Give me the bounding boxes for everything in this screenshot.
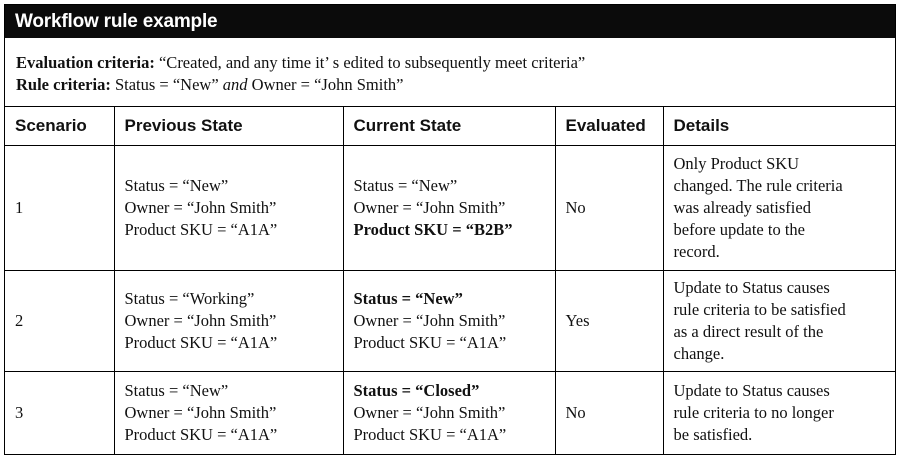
- evaluated-cell: Yes: [555, 270, 663, 371]
- details-line: rule criteria to be satisfied: [673, 299, 846, 319]
- header-current-state: Current State: [343, 107, 555, 145]
- header-details: Details: [663, 107, 895, 145]
- panel-title: Workflow rule example: [5, 5, 895, 38]
- current-state-cell: [343, 371, 555, 454]
- previous-sku: Product SKU = “A1A”: [124, 332, 278, 352]
- details-line: Update to Status causes: [673, 277, 830, 297]
- evaluated-cell: No: [555, 371, 663, 454]
- header-evaluated: Evaluated: [555, 107, 663, 145]
- table-row: [5, 270, 895, 371]
- details-line: record.: [673, 241, 720, 261]
- rule-criteria-line: [16, 74, 895, 96]
- scenario-cell: 2: [5, 270, 114, 371]
- criteria-section: [5, 38, 895, 107]
- previous-sku: Product SKU = “A1A”: [124, 424, 278, 444]
- details-cell: [663, 270, 895, 371]
- evaluation-criteria-line: [16, 52, 895, 74]
- details-line: as a direct result of the: [673, 321, 824, 341]
- scenario-cell: 3: [5, 371, 114, 454]
- previous-owner: Owner = “John Smith”: [124, 310, 277, 330]
- header-scenario: Scenario: [5, 107, 114, 145]
- scenario-table: [5, 107, 895, 454]
- details-line: was already satisfied: [673, 197, 811, 217]
- rule-criteria-status: Status = “New”: [114, 75, 219, 94]
- rule-criteria-label: Rule criteria:: [16, 75, 111, 94]
- evaluation-criteria-text: “Created, and any time it’ s edited to subsequently meet criteria”: [158, 53, 586, 72]
- current-status: Status = “Closed”: [353, 380, 480, 400]
- table-row: [5, 371, 895, 454]
- current-owner: Owner = “John Smith”: [353, 197, 506, 217]
- previous-state-cell: [114, 145, 343, 270]
- details-cell: [663, 145, 895, 270]
- current-sku: Product SKU = “B2B”: [353, 219, 513, 239]
- current-state-cell: [343, 145, 555, 270]
- current-owner: Owner = “John Smith”: [353, 402, 506, 422]
- previous-status: Status = “New”: [124, 175, 229, 195]
- previous-owner: Owner = “John Smith”: [124, 402, 277, 422]
- details-line: be satisfied.: [673, 424, 753, 444]
- scenario-cell: 1: [5, 145, 114, 270]
- rule-criteria-owner: Owner = “John Smith”: [251, 75, 404, 94]
- previous-status: Status = “New”: [124, 380, 229, 400]
- header-previous-state: Previous State: [114, 107, 343, 145]
- previous-owner: Owner = “John Smith”: [124, 197, 277, 217]
- evaluated-cell: No: [555, 145, 663, 270]
- workflow-rule-example-panel: [4, 4, 896, 455]
- current-owner: Owner = “John Smith”: [353, 310, 506, 330]
- details-line: Only Product SKU: [673, 153, 800, 173]
- details-line: Update to Status causes: [673, 380, 830, 400]
- evaluation-criteria-label: Evaluation criteria:: [16, 53, 155, 72]
- details-cell: [663, 371, 895, 454]
- previous-state-cell: [114, 270, 343, 371]
- current-state-cell: [343, 270, 555, 371]
- current-sku: Product SKU = “A1A”: [353, 332, 507, 352]
- details-line: change.: [673, 343, 725, 363]
- current-sku: Product SKU = “A1A”: [353, 424, 507, 444]
- previous-state-cell: [114, 371, 343, 454]
- details-line: before update to the: [673, 219, 805, 239]
- current-status: Status = “New”: [353, 175, 458, 195]
- details-line: changed. The rule criteria: [673, 175, 843, 195]
- table-row: [5, 145, 895, 270]
- details-line: rule criteria to no longer: [673, 402, 834, 422]
- table-header-row: [5, 107, 895, 145]
- rule-criteria-and: and: [222, 75, 248, 94]
- current-status: Status = “New”: [353, 288, 463, 308]
- previous-status: Status = “Working”: [124, 288, 255, 308]
- previous-sku: Product SKU = “A1A”: [124, 219, 278, 239]
